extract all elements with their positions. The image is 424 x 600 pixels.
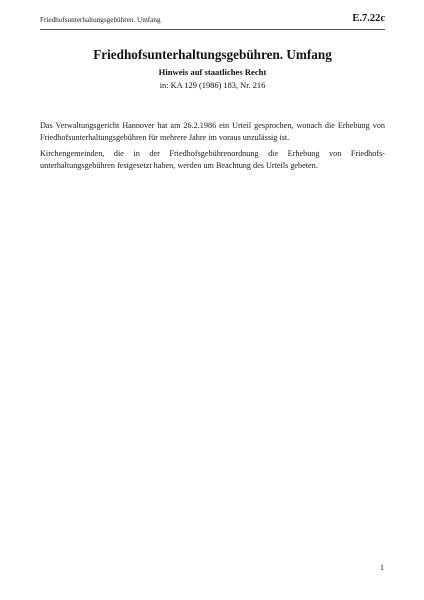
document-code: E.7.22c — [352, 13, 385, 24]
document-subtitle: Hinweis auf staatliches Recht — [158, 67, 267, 77]
running-title: Friedhofsunterhaltungsgebühren. Umfang — [40, 16, 161, 24]
source-reference: in: KA 129 (1986) 183, Nr. 216 — [159, 81, 266, 90]
body-paragraph: Das Verwaltungsgericht Hannover hat am 26.2.1986 ein Urteil gesprochen, wonach die Erhebung von Friedhofsunterhaltungsgebühren für mehrere Jahre im voraus unzulässig ist. — [40, 121, 385, 142]
document-body — [40, 120, 385, 176]
page-number: 1 — [380, 563, 384, 572]
document-title: Friedhofsunterhaltungsgebühren. Umfang — [93, 47, 332, 62]
body-paragraph: Kirchengemeinden, die in der Friedhofsgebührenordnung die Erhebung von Friedhofs-unterhaltungsgebühren festgesetzt haben, werden um Beachtung des Urteils gebeten. — [40, 149, 385, 170]
running-header — [40, 13, 385, 27]
header-divider — [40, 29, 385, 30]
title-block — [40, 47, 385, 92]
